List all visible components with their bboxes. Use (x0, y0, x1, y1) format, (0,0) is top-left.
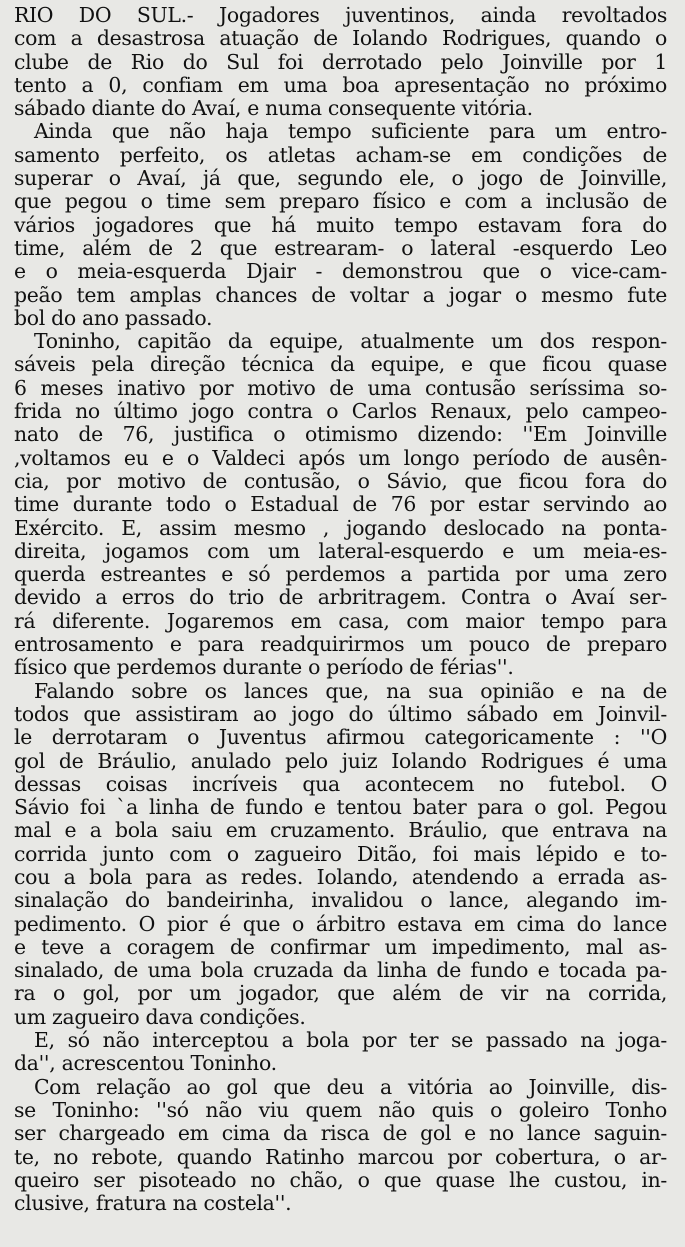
text-line: queiro ser pisoteado no chão, o que quase lhe custou, in- (14, 1168, 667, 1192)
text-line: ra o gol, por um jogador, que além de vir na corrida, (14, 982, 667, 1006)
text-line: um zagueiro dava condições. (14, 1005, 306, 1029)
text-line: superar o Avaí, já que, segundo ele, o jogo de Joinville, (14, 167, 667, 191)
text-line: sinalação do bandeirinha, invalidou o lance, alegando im- (14, 889, 667, 913)
text-line: que pegou o time sem preparo físico e com a inclusão de (14, 190, 667, 214)
text-line: corrida junto com o zagueiro Ditão, foi mais lépido e to- (14, 842, 667, 866)
text-line: todos que assistiram ao jogo do último sábado em Joinvil- (14, 702, 667, 726)
text-line: direita, jogamos com um lateral-esquerdo e um meia-es- (14, 539, 667, 563)
text-line: Toninho, capitão da equipe, atualmente um dos respon- (34, 330, 667, 354)
text-line: Com relação ao gol que deu a vitória ao Joinville, dis- (34, 1075, 667, 1099)
text-line: sábado diante do Avaí, e numa consequente vitória. (14, 97, 533, 121)
text-line: Exército. E, assim mesmo , jogando deslocado na ponta- (14, 516, 667, 540)
text-line: peão tem amplas chances de voltar a jogar o mesmo fute (14, 283, 667, 307)
text-line: sáveis pela direção técnica da equipe, e que ficou quase (14, 353, 667, 377)
text-line: Sávio foi `a linha de fundo e tentou bater para o gol. Pegou (14, 796, 667, 820)
paragraph (14, 1076, 667, 1216)
text-line: RIO DO SUL.- Jogadores juventinos, ainda revoltados (14, 4, 667, 27)
text-line: time, além de 2 que estrearam- o lateral -esquerdo Leo (14, 236, 667, 260)
text-line: clusive, fratura na costela''. (14, 1192, 292, 1216)
text-line: pedimento. O pior é que o árbitro estava em cima do lance (14, 912, 667, 936)
text-line: se Toninho: ''só não viu quem não quis o goleiro Tonho (14, 1098, 667, 1122)
paragraph (14, 4, 667, 120)
text-line: com a desastrosa atuação de Iolando Rodrigues, quando o (14, 27, 667, 51)
text-line: cou a bola para as redes. Iolando, atendendo a errada as- (14, 865, 667, 889)
text-line: te, no rebote, quando Ratinho marcou por cobertura, o ar- (14, 1145, 667, 1169)
paragraph (14, 120, 667, 330)
text-line: querda estreantes e só perdemos a partida por uma zero (14, 563, 667, 587)
text-line: bol do ano passado. (14, 306, 213, 330)
text-line: le derrotaram o Juventus afirmou categoricamente : ''O (14, 726, 667, 750)
text-line: físico que perdemos durante o período de férias''. (14, 656, 514, 680)
text-line: clube de Rio do Sul foi derrotado pelo Joinville por 1 (14, 50, 667, 74)
text-line: E, só não interceptou a bola por ter se passado na joga- (34, 1029, 667, 1053)
text-line: e o meia-esquerda Djair - demonstrou que o vice-cam- (14, 260, 667, 284)
text-line: mal e a bola saiu em cruzamento. Bráulio, que entrava na (14, 819, 667, 843)
article-body (14, 4, 667, 1215)
text-line: dessas coisas incríveis qua acontecem no futebol. O (14, 772, 667, 796)
text-line: ,voltamos eu e o Valdeci após um longo período de ausên- (14, 446, 667, 470)
text-line: 6 meses inativo por motivo de uma contusão seríssima so- (14, 376, 667, 400)
text-line: e teve a coragem de confirmar um impedimento, mal as- (14, 935, 667, 959)
text-line: da'', acrescentou Toninho. (14, 1052, 277, 1076)
text-line: rá diferente. Jogaremos em casa, com maior tempo para (14, 609, 667, 633)
text-line: vários jogadores que há muito tempo estavam fora do (14, 213, 667, 237)
text-line: frida no último jogo contra o Carlos Renaux, pelo campeo- (14, 400, 667, 424)
text-line: Ainda que não haja tempo suficiente para um entro- (34, 120, 667, 144)
paragraph (14, 330, 667, 679)
paragraph (14, 1029, 667, 1076)
paragraph (14, 680, 667, 1029)
text-line: time durante todo o Estadual de 76 por estar servindo ao (14, 493, 667, 517)
text-line: samento perfeito, os atletas acham-se em condições de (14, 143, 667, 167)
text-line: gol de Bráulio, anulado pelo juiz Iolando Rodrigues é uma (14, 749, 667, 773)
text-line: cia, por motivo de contusão, o Sávio, que ficou fora do (14, 469, 667, 493)
text-line: Falando sobre os lances que, na sua opinião e na de (34, 679, 667, 703)
text-line: devido a erros do trio de arbritragem. Contra o Avaí ser- (14, 586, 667, 610)
text-line: nato de 76, justifica o otimismo dizendo: ''Em Joinville (14, 423, 667, 447)
text-line: tento a 0, confiam em uma boa apresentação no próximo (14, 73, 667, 97)
text-line: entrosamento e para readquirirmos um pouco de preparo (14, 633, 667, 657)
text-line: sinalado, de uma bola cruzada da linha de fundo e tocada pa- (14, 959, 667, 983)
text-line: ser chargeado em cima da risca de gol e no lance saguin- (14, 1122, 667, 1146)
